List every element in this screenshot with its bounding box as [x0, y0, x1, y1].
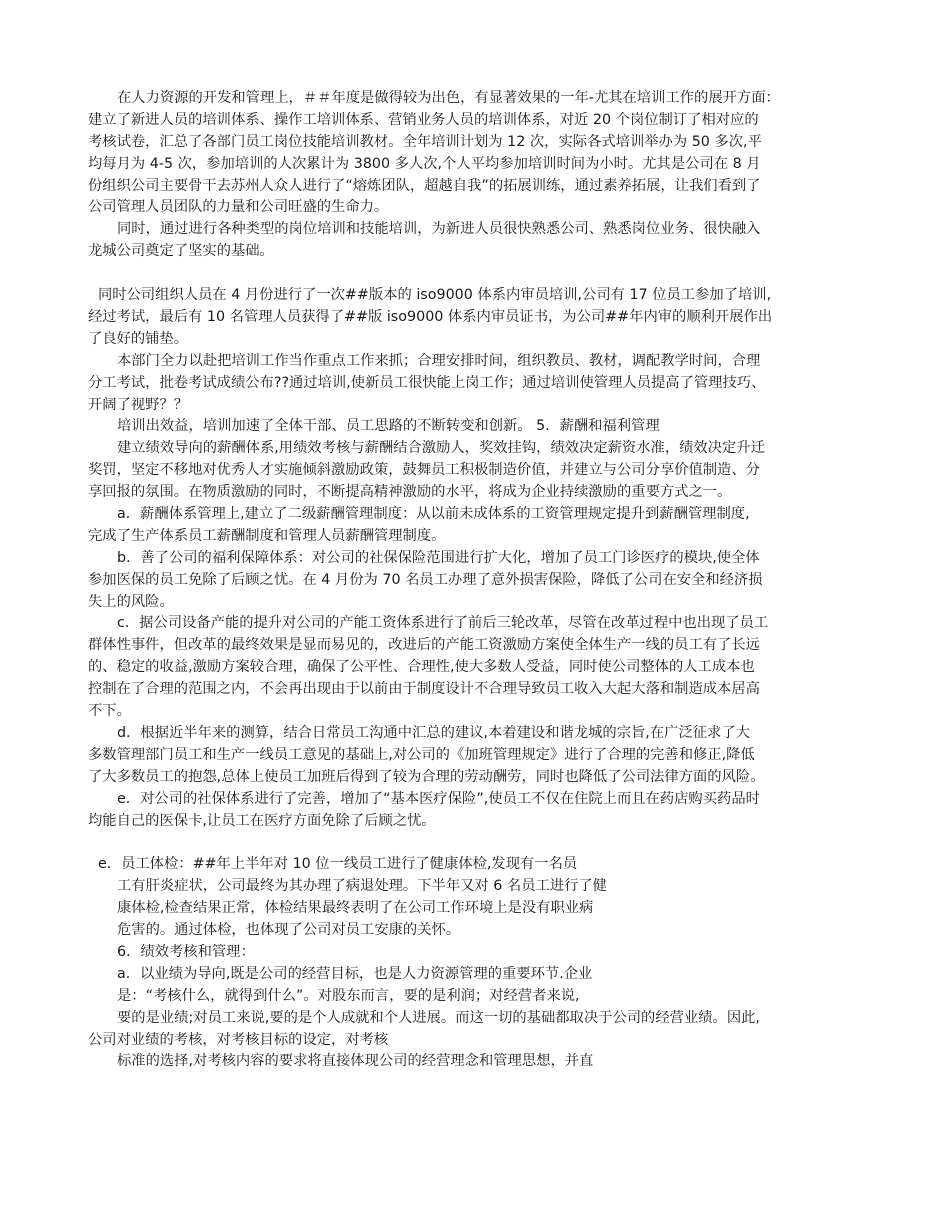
paragraph-line: 培训出效益，培训加速了全体干部、员工思路的不断转变和创新。 5．薪酬和福利管理 — [117, 418, 660, 435]
paragraph-line: 标准的选择,对考核内容的要求将直接体现公司的经营理念和管理思想，并直 — [117, 1053, 594, 1070]
paragraph-line: 不下。 — [88, 703, 131, 720]
paragraph-line: 失上的风险。 — [88, 593, 174, 610]
paragraph-line: 均能自己的医保卡,让员工在医疗方面免除了后顾之忧。 — [88, 812, 436, 829]
paragraph-line: 龙城公司奠定了坚实的基础。 — [88, 243, 274, 260]
paragraph-line: 要的是业绩;对员工来说,要的是个人成就和个人进展。而这一切的基础都取决于公司的经营业绩。因此, — [117, 1009, 760, 1026]
paragraph-line: 同时，通过进行各种类型的岗位培训和技能培训，为新进人员很快熟悉公司、熟悉岗位业务、很快融入 — [117, 221, 761, 238]
paragraph-line: b．善了公司的福利保障体系：对公司的社保保险范围进行扩大化，增加了员工门诊医疗的模块,使全体 — [117, 549, 760, 566]
paragraph-line: 康体检,检查结果正常，体检结果最终表明了在公司工作环境上是没有职业病 — [117, 900, 594, 917]
paragraph-line: 经过考试，最后有 10 名管理人员获得了##版 iso9000 体系内审员证书，为公司##年内审的顺利开展作出 — [88, 309, 773, 326]
paragraph-gap — [88, 263, 880, 285]
paragraph-line: 本部门全力以赴把培训工作当作重点工作来抓；合理安排时间，组织教员、教材，调配教学时间，合理 — [117, 352, 761, 369]
paragraph-line: e．员工体检：##年上半年对 10 位一线员工进行了健康体检,发现有一名员 — [98, 856, 578, 873]
paragraph-line: 工有肝炎症状，公司最终为其办理了病退处理。下半年又对 6 名员工进行了健 — [117, 878, 607, 895]
paragraph-line: 了良好的铺垫。 — [88, 330, 189, 347]
paragraph-line: 奖罚，坚定不移地对优秀人才实施倾斜激励政策，鼓舞员工积极制造价值，并建立与公司分享价值制造、分 — [88, 462, 760, 479]
paragraph-line: d．根据近半年来的测算，结合日常员工沟通中汇总的建议,本着建设和谐龙城的宗旨,在广泛征求了大 — [117, 724, 750, 741]
paragraph-line: 享回报的氛围。在物质激励的同时，不断提高精神激励的水平，将成为企业持续激励的重要方式之一。 — [88, 484, 732, 501]
paragraph-line: 控制在了合理的范围之内，不会再出现由于以前由于制度设计不合理导致员工收入大起大落和制造成本居高 — [88, 681, 760, 698]
paragraph-line: 在人力资源的开发和管理上，＃＃年度是做得较为出色，有显著效果的一年-尤其在培训工作的展开方面： — [117, 90, 780, 106]
paragraph-line: c．据公司设备产能的提升对公司的产能工资体系进行了前后三轮改革，尽管在改革过程中也出现了员工 — [117, 615, 769, 632]
paragraph-line: 危害的。通过体检，也体现了公司对员工安康的关怀。 — [117, 922, 461, 939]
paragraph-line: e．对公司的社保体系进行了完善，增加了“基本医疗保险”,使员工不仅在住院上而且在药店购买药品时 — [117, 790, 760, 807]
paragraph-line: 建立绩效导向的薪酬体系,用绩效考核与薪酬结合激励人，奖效挂钩，绩效决定薪资水准，绩效决定升迁 — [117, 440, 765, 457]
paragraph-line: 参加医保的员工免除了后顾之忧。在 4 月份为 70 名员工办理了意外损害保险，降低了公司在安全和经济损 — [88, 571, 763, 588]
section-heading: 6．绩效考核和管理： — [117, 943, 255, 960]
paragraph-line: 均每月为 4-5 次，参加培训的人次累计为 3800 多人次,个人平均参加培训时间为小时。尤其是公司在 8 月 — [88, 155, 761, 172]
paragraph-line: 群体性事件，但改革的最终效果是显而易见的，改进后的产能工资激励方案使全体生产一线的员工有了长远 — [88, 637, 760, 654]
paragraph-line: 分工考试，批卷考试成绩公布??通过培训,使新员工很快能上岗工作；通过培训使管理人员提高了管理技巧、 — [88, 374, 766, 391]
paragraph-gap — [88, 832, 880, 854]
paragraph-line: 完成了生产体系员工薪酬制度和管理人员薪酬管理制度。 — [88, 527, 446, 544]
paragraph-line: 同时公司组织人员在 4 月份进行了一次##版本的 iso9000 体系内审员培训,公司有 17 位员工参加了培训, — [98, 287, 772, 304]
paragraph-line: 考核试卷，汇总了各部门员工岗位技能培训教材。全年培训计划为 12 次，实际各式培训举办为 50 多次,平 — [88, 133, 762, 150]
paragraph-line: 公司对业绩的考核，对考核目标的设定，对考核 — [88, 1031, 389, 1048]
paragraph-line: 建立了新进人员的培训体系、操作工培训体系、营销业务人员的培训体系，对近 20 个岗位制订了相对应的 — [88, 111, 759, 128]
paragraph-line: 份组织公司主要骨干去苏州人众人进行了“熔炼团队，超越自我”的拓展训练，通过素养拓展，让我们看到了 — [88, 177, 761, 194]
paragraph-line: 开阔了视野？？ — [88, 396, 189, 413]
paragraph-line: 了大多数员工的抱怨,总体上使员工加班后得到了较为合理的劳动酬劳，同时也降低了公司法律方面的风险。 — [88, 768, 765, 785]
paragraph-line: a．薪酬体系管理上,建立了二级薪酬管理制度：从以前未成体系的工资管理规定提升到薪酬管理制度, — [117, 506, 750, 523]
paragraph-line: 多数管理部门员工和生产一线员工意见的基础上,对公司的《加班管理规定》进行了合理的完善和修正,降低 — [88, 746, 755, 763]
paragraph-line: 是：“考核什么，就得到什么”。对股东而言，要的是利润；对经营者来说, — [117, 987, 580, 1004]
paragraph-line: 的、稳定的收益,激励方案较合理，确保了公平性、合理性,使大多数人受益，同时使公司整体的人工成本也 — [88, 659, 755, 676]
paragraph-line: 公司管理人员团队的力量和公司旺盛的生命力。 — [88, 199, 389, 216]
paragraph-line: a．以业绩为导向,既是公司的经营目标，也是人力资源管理的重要环节.企业 — [117, 965, 593, 982]
